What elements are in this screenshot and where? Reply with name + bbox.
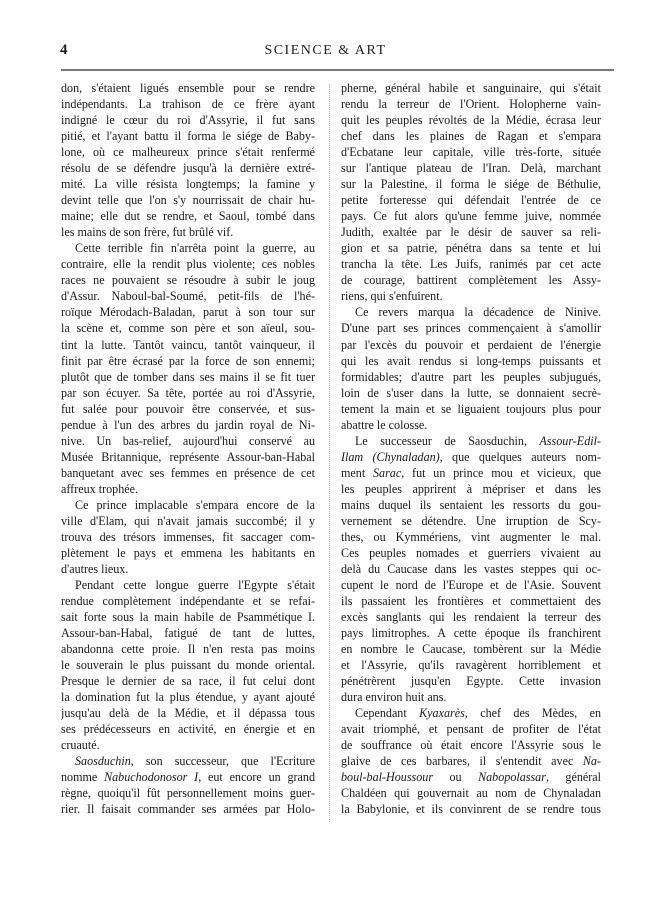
text-line: plutôt que de tomber dans ses mains il se fit tuer <box>61 369 315 384</box>
italic-name: Ilam (Chynaladan) <box>341 449 440 464</box>
text-line: la Babylonie, et ils convinrent de se rendre tous <box>341 802 601 817</box>
text-line: sur l'antique plateau de l'Iran. Delà, marchant <box>341 161 601 176</box>
text-run: glaive de ces barbares, il s'entendit avec <box>341 754 583 769</box>
text-line: mains duquel ils sentaient les ressorts du gou- <box>341 497 601 512</box>
text-line: rendue complètement indépendante et se refai- <box>61 594 315 608</box>
text-run: ou <box>433 770 479 785</box>
text-line: les peuples apprirent à mépriser et dans les <box>341 481 601 496</box>
text-line: d'Assur. Naboul-bal-Soumé, petit-fils de l'hé- <box>61 289 315 304</box>
text-line: cruauté. <box>61 738 100 753</box>
text-line: trancha la tête. Les Juifs, ranimés par cet acte <box>341 257 601 272</box>
text-line: formidables; d'autre part les peuples subjugués, <box>341 369 601 384</box>
text-line: par son écuyer. Sa tête, portée au roi d'Assyrie, <box>61 385 315 400</box>
text-line: affreux trophée. <box>61 481 139 496</box>
text-line: le souverain le plus puissant du monde oriental. <box>61 658 315 673</box>
text-line: plètement le pays et emmena les habitants en <box>61 545 315 560</box>
text-line: par l'excès du pouvoir et perdaient de l'énergie <box>341 337 601 352</box>
text-line <box>61 769 315 785</box>
text-line: pays limitrophes. A cette époque ils franchirent <box>341 626 601 641</box>
italic-name: Nabopolassar <box>478 770 546 785</box>
text-line: sait forte sous la main habile de Psammétique I. <box>61 610 315 625</box>
text-line: Cette terrible fin n'arrêta point la guerre, au <box>75 241 315 256</box>
text-run: , fut un prince mou et vicieux, que <box>401 465 601 480</box>
text-line: rier. Il faisait commander ses armées par Holo- <box>61 802 315 817</box>
text-line: contraire, elle la rendit plus violente; ces nobles <box>61 257 315 272</box>
text-line: ville d'Elam, qui n'avait jamais succombé; il y <box>61 513 315 528</box>
text-line: les mains de son frère, fut brûlé vif. <box>61 225 234 240</box>
text-line <box>341 769 601 785</box>
text-line: pherne, général habile et sanguinaire, qui s'était <box>341 81 601 95</box>
text-line: Pendant cette longue guerre l'Egypte s'était <box>75 577 315 592</box>
text-line <box>341 433 601 449</box>
text-run: Le successeur de Saosduchin, <box>355 433 540 448</box>
text-line: quit les peuples révoltés de la Médie, écrasa leur <box>341 113 601 128</box>
text-line: dura environ huit ans. <box>341 690 447 705</box>
text-run: , son successeur, que l'Ecriture <box>130 754 315 769</box>
text-line: pénétrèrent jusqu'en Egypte. Cette invasion <box>341 674 601 689</box>
text-line: abattre le colosse. <box>341 417 428 432</box>
text-line: vernement se détendre. Une irruption de Scy- <box>341 513 601 528</box>
text-line: pendue à l'un des arbres du jardin royal de Ni- <box>61 417 315 432</box>
text-line: Ces peuples nomades et guerriers vivaient au <box>341 545 601 560</box>
text-line: thes, ou Kymmériens, vint augmenter le mal. <box>341 529 601 544</box>
text-line: loin de s'user dans la lutte, se donnaient secrè- <box>341 385 601 400</box>
text-line: mité. La ville résista longtemps; la famine y <box>61 177 315 192</box>
text-line: de souffrance où était encore l'Assyrie sous le <box>341 738 601 753</box>
column-divider <box>329 84 330 822</box>
text-line: devint telle que l'on s'y nourrissait de chair hu- <box>61 193 315 208</box>
page-number: 4 <box>60 42 68 58</box>
text-run: , chef des Mèdes, en <box>464 706 601 721</box>
text-line: pays. Ce fut alors qu'une femme juive, nommée <box>341 209 601 224</box>
italic-name: Assour-Edil- <box>539 433 601 448</box>
text-line: Chaldéen qui gouvernait au nom de Chynaladan <box>341 786 601 801</box>
text-line: tement la main et se liguaient toujours plus pour <box>341 401 601 416</box>
text-line <box>341 465 601 481</box>
text-line: indigné le cœur du roi d'Assyrie, il fut sans <box>61 113 315 128</box>
text-line: règne, quoiqu'il fût personnellement moins guer- <box>61 786 315 801</box>
text-line: cupent le nord de l'Europe et de l'Asie. Souvent <box>341 577 601 592</box>
text-line: la scène et, comme son père et son aïeul, sou- <box>61 321 315 336</box>
text-line: la domination fut la plus étendue, y ayant ajouté <box>61 690 315 705</box>
text-line: Musée Britannique, représente Assour-ban-Habal <box>61 449 315 464</box>
text-line: qui les avait rendus si long-temps puissants et <box>341 353 601 368</box>
text-line: et l'Assyrie, qu'ils ravagèrent horriblement et <box>341 658 601 673</box>
text-line: indépendants. La trahison de ce frère ayant <box>61 97 315 112</box>
text-line: Ce revers marqua la décadence de Ninive. <box>355 305 601 320</box>
running-head: SCIENCE & ART <box>264 43 387 58</box>
italic-name: boul-bal-Houssour <box>341 770 434 785</box>
text-line: maine; elle dut se rendre, et Saoul, tombé dans <box>61 209 315 224</box>
text-line: roïque Mérodach-Baladan, parut à son tour sur <box>61 305 315 320</box>
text-line: trouva des trésors immenses, fit saccager com- <box>61 529 315 544</box>
header-rule <box>61 69 614 71</box>
italic-name: Nabuchodonosor I <box>104 770 199 785</box>
text-line: fut salée pour pouvoir être conservée, et sus- <box>61 401 315 416</box>
text-line: petite forteresse qui défendait l'entrée de ce <box>341 193 601 208</box>
text-line: D'une part ses princes commençaient à s'amollir <box>341 321 601 336</box>
text-line: excès sanglants qui les rendaient la terreur des <box>341 610 601 625</box>
text-run: nomme <box>61 770 105 785</box>
italic-name: Kyaxarès <box>419 706 465 721</box>
text-line: Presque le dernier de sa race, il fut celui dont <box>61 674 315 689</box>
text-line: don, s'étaient ligués ensemble pour se rendre <box>61 81 315 95</box>
text-line: sur la Palestine, il forma le siége de Béthulie, <box>341 177 601 192</box>
text-run: , général <box>545 770 601 785</box>
text-line: tint la lutte. Tantôt vaincu, tantôt vainqueur, il <box>61 337 315 352</box>
italic-name: Na- <box>582 754 601 769</box>
text-line: lone, où ce malheureux prince s'était renfermé <box>61 145 315 160</box>
text-run: , que quelques auteurs nom- <box>439 449 601 464</box>
text-line: résolu de se défendre jusqu'à la dernière extré- <box>61 161 315 176</box>
text-line: rendu la terreur de l'Orient. Holopherne vain- <box>341 97 601 112</box>
text-line: finit par être écrasé par la force de son ennemi; <box>61 353 315 368</box>
text-line: riens, qui s'enfuirent. <box>341 289 443 304</box>
text-line: Ce prince implacable s'empara encore de la <box>75 497 315 512</box>
text-line: avait triomphé, et pensant de profiter de l'état <box>341 722 601 737</box>
text-line: races ne pouvaient se résoudre à subir le joug <box>61 273 315 288</box>
text-line: jusqu'au delà de la Médie, et il dépassa tous <box>61 706 315 721</box>
text-line: d'Ecbatane leur capitale, ville très-forte, située <box>341 145 601 160</box>
text-line: gion et sa patrie, pénétra dans sa tente et lui <box>341 241 601 256</box>
italic-name: Saosduchin <box>75 754 131 769</box>
text-line <box>61 753 315 769</box>
text-line: nive. Un bas-relief, aujourd'hui conservé au <box>61 433 315 448</box>
text-line: abandonna cette proie. Il n'en resta pas moins <box>61 642 315 657</box>
text-line: en nombre le Caucase, tombèrent sur la Médie <box>341 642 601 657</box>
text-line <box>341 705 601 721</box>
text-line: pitié, et l'ayant battu il forma le siége de Baby- <box>61 129 315 144</box>
text-run: ment <box>341 465 373 480</box>
text-line: banquetant avec ses femmes en présence de cet <box>61 465 315 480</box>
text-line: Assour-ban-Habal, fatigué de tant de luttes, <box>61 626 315 641</box>
text-column-right <box>341 80 601 817</box>
text-line: Judith, exaltée par le désir de sauver sa reli- <box>341 225 601 240</box>
text-column-left <box>61 80 315 817</box>
text-line: ils passaient les frontières et commettaient des <box>341 594 601 608</box>
text-line: de courage, battirent complètement les Assy- <box>341 273 601 288</box>
text-line: ses prédécesseurs en activité, en énergie et en <box>61 722 315 737</box>
text-line: chef dans les plaines de Ragan et s'empara <box>341 129 601 144</box>
text-run: Cependant <box>355 706 420 721</box>
text-line: delà du Caucase dans les vastes steppes qui oc- <box>341 561 601 576</box>
text-line <box>341 449 601 465</box>
text-line: d'autres lieux. <box>61 561 129 576</box>
text-line <box>341 753 601 769</box>
italic-name: Sarac <box>373 465 402 480</box>
text-run: , eut encore un grand <box>198 770 315 785</box>
